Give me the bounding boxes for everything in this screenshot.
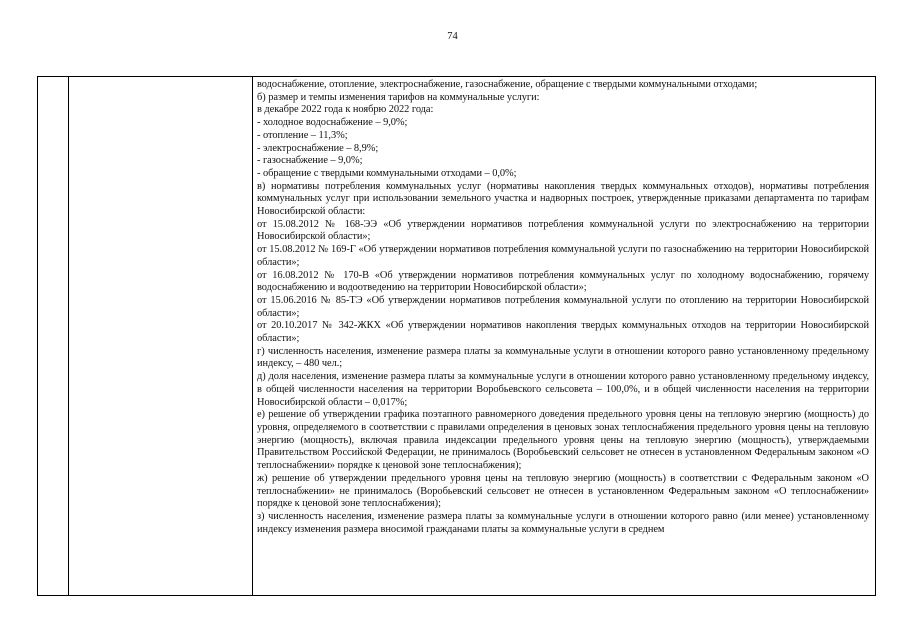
content-paragraphs — [257, 79, 869, 536]
document-table — [37, 76, 876, 596]
paragraph: от 15.08.2012 № 169-Г «Об утверждении нормативов потребления коммунальной услуги по газоснабжению на территории Новосибирской области»; — [257, 244, 869, 268]
table-cell-content — [253, 77, 876, 596]
paragraph: в декабре 2022 года к ноябрю 2022 года: — [257, 104, 434, 116]
paragraph: д) доля населения, изменение размера платы за коммунальные услуги в отношении которого равно установленному предельному индексу, в общей численности населения на территории Воробьевского сельсовета – 100,0%, и в общей численности населения на территории Новосибирской области – 0,017%; — [257, 371, 869, 408]
table-cell-name — [69, 77, 253, 596]
paragraph: водоснабжение, отопление, электроснабжение, газоснабжение, обращение с твердыми коммунальными отходами; — [257, 79, 758, 90]
paragraph: от 16.08.2012 № 170-В «Об утверждении нормативов потребления коммунальных услуг по холодному водоснабжению, горячему водоснабжению и водоотведению на территории Новосибирской области»; — [257, 269, 869, 294]
paragraph: б) размер и темпы изменения тарифов на коммунальные услуги: — [257, 91, 540, 103]
page-number: 74 — [447, 31, 458, 42]
paragraph: г) численность населения, изменение размера платы за коммунальные услуги в отношении которого равно установленному предельному индексу, – 480 чел.; — [257, 345, 869, 370]
paragraph: - электроснабжение – 8,9%; — [257, 142, 379, 154]
paragraph: - газоснабжение – 9,0%; — [257, 155, 363, 167]
table-cell-number — [38, 77, 69, 596]
paragraph: - отопление – 11,3%; — [257, 129, 348, 141]
paragraph: от 20.10.2017 № 342-ЖКХ «Об утверждении нормативов накопления твердых коммунальных отходов на территории Новосибирской области»; — [257, 320, 869, 345]
paragraph: от 15.08.2012 № 168-ЭЭ «Об утверждении нормативов потребления коммунальной услуги по электроснабжению на территории Новосибирской области»; — [257, 218, 869, 243]
table-row — [38, 77, 876, 596]
paragraph: - холодное водоснабжение – 9,0%; — [257, 117, 408, 129]
paragraph: от 15.06.2016 № 85-ТЭ «Об утверждении нормативов потребления коммунальной услуги по отоплению на территории Новосибирской области»; — [257, 294, 869, 319]
paragraph: - обращение с твердыми коммунальными отходами – 0,0%; — [257, 167, 517, 179]
paragraph: в) нормативы потребления коммунальных услуг (нормативы накопления твердых коммунальных отходов), нормативы потребления коммунальных услуг при использовании земельного участка и надворных построек, утвержденные приказами департамента по тарифам Новосибирской области: — [257, 180, 869, 218]
paragraph: е) решение об утверждении графика поэтапного равномерного доведения предельного уровня цены на тепловую энергию (мощность) до уровня, определяемого в соответствии с правилами определения в ценовых зонах теплоснабжения предельного уровня цены на тепловую энергию (мощность), включая правила индексации предельного уровня цены на тепловую энергию (мощность), утверждаемыми Правительством Российской Федерации, не принималось (Воробьевский сельсовет не отнесен в установленном Федеральным законом «О теплоснабжении» порядке к ценовой зоне теплоснабжения); — [257, 409, 869, 472]
paragraph: з) численность населения, изменение размера платы за коммунальные услуги в отношении которого равно (или менее) установленному индексу изменения размера вносимой гражданами платы за коммунальные услуги в среднем — [257, 510, 869, 535]
paragraph: ж) решение об утверждении предельного уровня цены на тепловую энергию (мощность) в соответствии с Федеральным законом «О теплоснабжении» не принималось (Воробьевский сельсовет не отнесен в установленном Федеральным законом «О теплоснабжении» порядке к ценовой зоне теплоснабжения); — [257, 472, 869, 510]
